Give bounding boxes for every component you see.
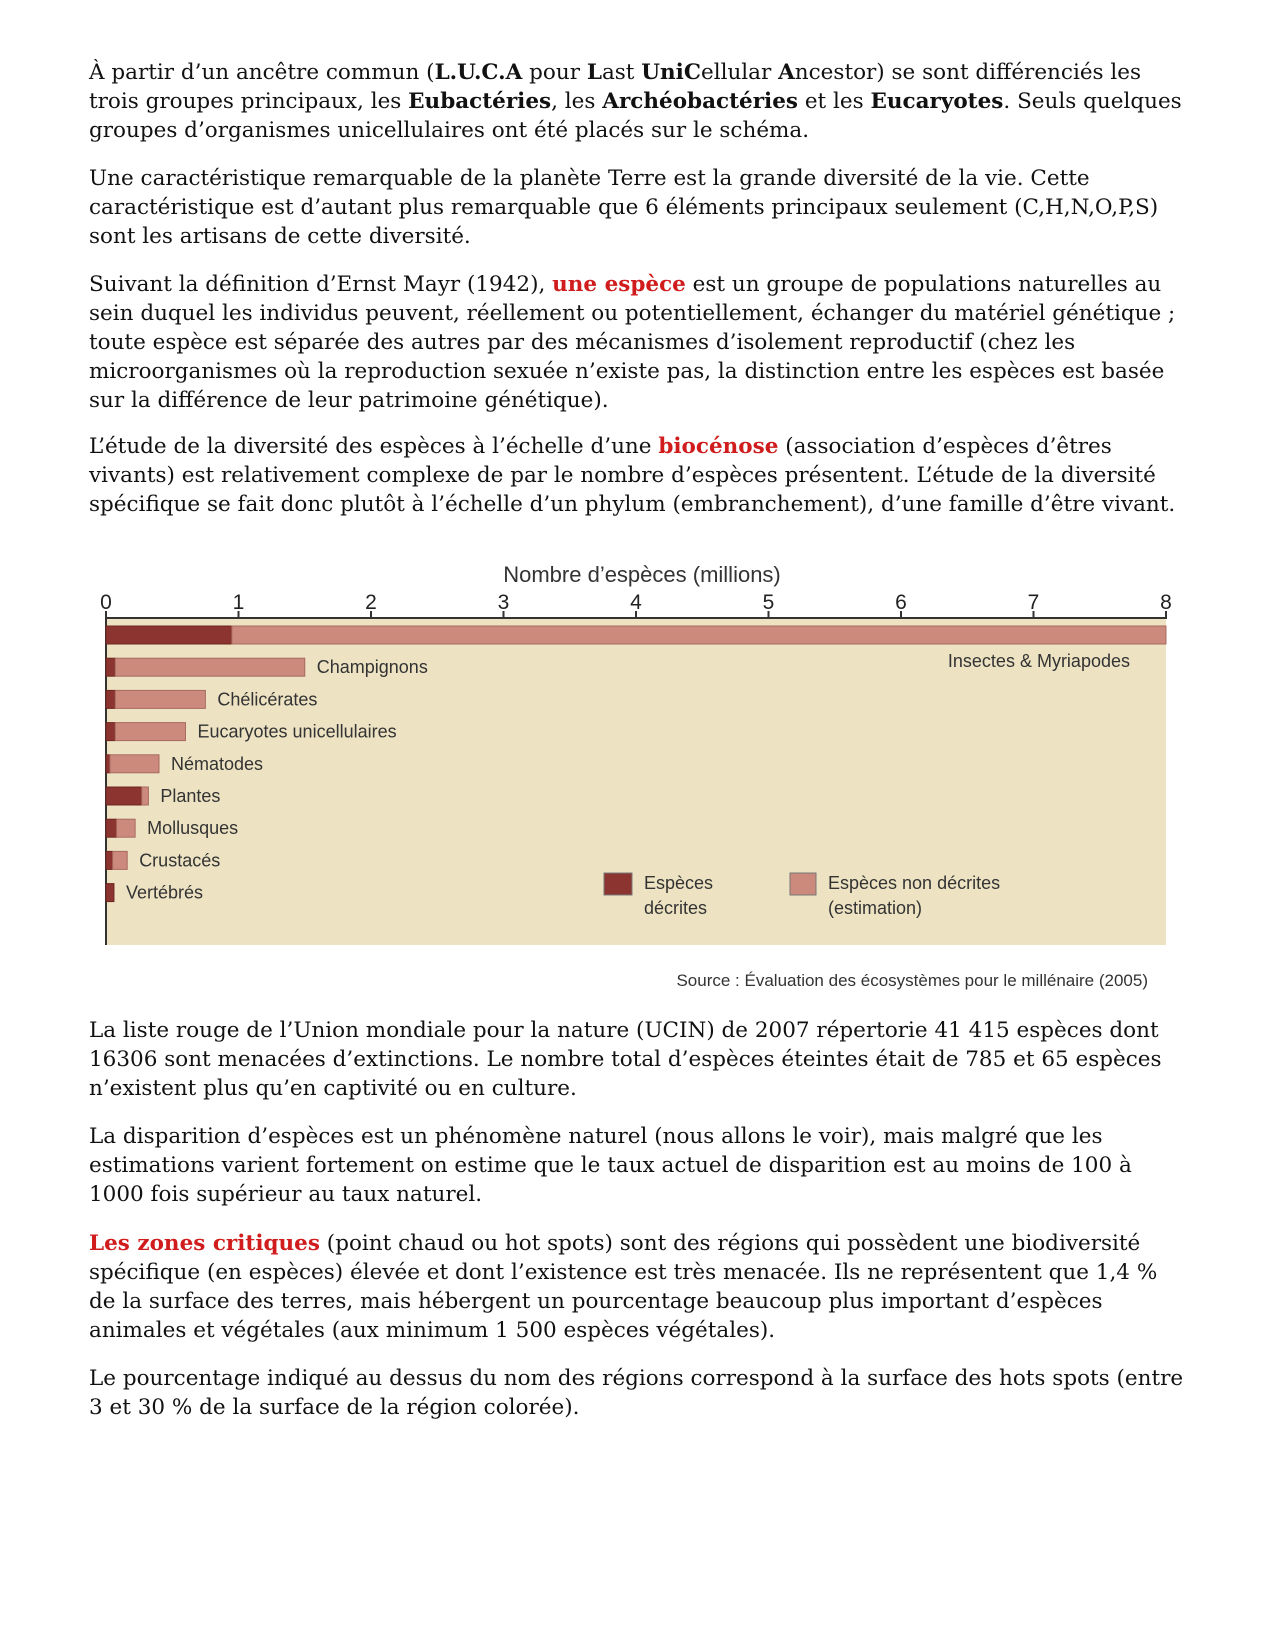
category-label: Eucaryotes unicellulaires bbox=[197, 721, 397, 742]
luca-term: L.U.C.A bbox=[434, 60, 523, 85]
legend-label-described-1: Espèces bbox=[644, 873, 714, 893]
archeobacteries-term: Archéobactéries bbox=[602, 89, 798, 114]
x-tick-label: 8 bbox=[1160, 591, 1172, 614]
text-segment: (association d’espèces d’êtres vivants) est relativement complexe de par le nombre d’espèces présentent. L’étude de la diversité spécifique se fait donc plutôt à l’échelle d’un phylum (embranchement), d’une famille d’être vivant. bbox=[89, 434, 1176, 517]
term-espece: une espèce bbox=[552, 272, 686, 297]
bar-undescribed bbox=[232, 626, 1166, 644]
text-segment: (point chaud ou hot spots) sont des régions qui possèdent une biodiversité spécifique (en espèces) élevée et dont l’existence est très menacée. Ils ne représentent que 1,4 % de la surface des terres, mais hébergent un pourcentage beaucoup plus important d’espèces animales et végétales (aux minimum 1 500 espèces végétales). bbox=[89, 1231, 1158, 1343]
paragraph-liste-rouge bbox=[89, 1016, 1189, 1103]
initial-a: A bbox=[778, 60, 795, 85]
initial-uni: Uni bbox=[641, 60, 684, 85]
paragraph-definition-espece bbox=[89, 270, 1189, 415]
initial-l: L bbox=[586, 60, 602, 85]
paragraph-text: Le pourcentage indiqué au dessus du nom des régions correspond à la surface des hots spots (entre 3 et 30 % de la surface de la région colorée). bbox=[89, 1366, 1184, 1420]
bar-described bbox=[106, 819, 117, 837]
legend-swatch-undescribed bbox=[790, 873, 816, 895]
text-segment: et les bbox=[797, 89, 871, 114]
species-bar-chart bbox=[92, 553, 1182, 998]
x-tick-label: 5 bbox=[762, 591, 775, 614]
x-tick-label: 7 bbox=[1027, 591, 1040, 614]
x-tick-label: 1 bbox=[232, 591, 245, 614]
paragraph-text: Une caractéristique remarquable de la planète Terre est la grande diversité de la vie. Cette caractéristique est d’autant plus remarquable que 6 éléments principaux seulement (C,H,N,O,P,S) sont les artisans de cette diversité. bbox=[89, 166, 1159, 249]
paragraph-pourcentage bbox=[89, 1364, 1189, 1422]
paragraph-text: La disparition d’espèces est un phénomène naturel (nous allons le voir), mais malgré que les estimations varient fortement on estime que le taux actuel de disparition est au moins de 100 à 1000 fois supérieur au taux naturel. bbox=[89, 1124, 1132, 1207]
category-label: Plantes bbox=[160, 786, 221, 806]
bar-undescribed bbox=[113, 851, 128, 869]
category-label: Vertébrés bbox=[125, 882, 203, 903]
paragraph-disparition bbox=[89, 1122, 1189, 1209]
bar-described bbox=[106, 755, 110, 773]
text-segment: ellular bbox=[700, 60, 779, 85]
text-segment: . Seuls quelques groupes d’organismes unicellulaires ont été placés sur le schéma. bbox=[89, 89, 1182, 143]
text-segment: ast bbox=[601, 60, 642, 85]
bar-described bbox=[106, 690, 115, 708]
legend-label-described-2: décrites bbox=[644, 898, 708, 918]
paragraph-zones-critiques bbox=[89, 1229, 1189, 1345]
x-tick-label: 6 bbox=[895, 591, 907, 614]
bar-described bbox=[106, 658, 115, 676]
term-zones-critiques: Les zones critiques bbox=[89, 1231, 320, 1256]
bar-described bbox=[106, 884, 114, 902]
category-label: Crustacés bbox=[139, 850, 221, 871]
category-label: Nématodes bbox=[171, 753, 264, 774]
bar-described bbox=[106, 626, 232, 644]
text-segment: ncestor) se sont différenciés les trois groupes principaux, les bbox=[89, 60, 1142, 114]
text-segment: Suivant la définition d’Ernst Mayr (1942), bbox=[89, 272, 553, 297]
x-tick-label: 0 bbox=[100, 591, 112, 614]
legend-label-undescribed-1: Espèces non décrites bbox=[828, 873, 1001, 893]
x-tick-label: 4 bbox=[630, 591, 642, 614]
legend-label-undescribed-2: (estimation) bbox=[828, 898, 923, 918]
paragraph-luca bbox=[89, 58, 1189, 145]
legend-swatch-described bbox=[604, 873, 632, 895]
bar-undescribed bbox=[115, 723, 185, 741]
category-label: Insectes & Myriapodes bbox=[947, 651, 1130, 671]
chart-title: Nombre d’espèces (millions) bbox=[503, 562, 781, 587]
category-label: Chélicérates bbox=[217, 689, 318, 710]
text-segment: L’étude de la diversité des espèces à l’échelle d’une bbox=[89, 434, 659, 459]
eucaryotes-term: Eucaryotes bbox=[870, 89, 1004, 114]
text-segment: À partir d’un ancêtre commun ( bbox=[89, 60, 435, 85]
category-label: Mollusques bbox=[147, 818, 239, 839]
paragraph-biocenose bbox=[89, 432, 1189, 519]
bar-described bbox=[106, 851, 113, 869]
text-segment: , les bbox=[551, 89, 603, 114]
chart-source: Source : Évaluation des écosystèmes pour le millénaire (2005) bbox=[676, 971, 1148, 990]
x-axis-ticks bbox=[100, 591, 1172, 619]
text-segment: est un groupe de populations naturelles au sein duquel les individus peuvent, réellement ou potentiellement, échanger du matériel génétique ; toute espèce est séparée des autres par des mécanismes d’isolement reproductif (chez les microorganismes où la reproduction sexuée n’existe pas, la distinction entre les espèces est basée sur la différence de leur patrimoine génétique). bbox=[89, 272, 1176, 413]
paragraph-text: La liste rouge de l’Union mondiale pour la nature (UCIN) de 2007 répertorie 41 415 espèces dont 16306 sont menacées d’extinctions. Le nombre total d’espèces éteintes était de 785 et 65 espèces n’existent plus qu’en captivité ou en culture. bbox=[89, 1018, 1162, 1101]
bar-undescribed bbox=[117, 819, 136, 837]
bar-undescribed bbox=[110, 755, 159, 773]
initial-c: C bbox=[683, 60, 701, 85]
bar-undescribed bbox=[115, 690, 205, 708]
bar-described bbox=[106, 723, 115, 741]
bar-undescribed bbox=[115, 658, 304, 676]
text-segment: pour bbox=[522, 60, 587, 85]
paragraph-diversite bbox=[89, 164, 1189, 251]
term-biocenose: biocénose bbox=[658, 434, 779, 459]
bar-described bbox=[106, 787, 142, 805]
category-label: Champignons bbox=[316, 657, 428, 678]
x-tick-label: 3 bbox=[497, 591, 510, 614]
eubacteries-term: Eubactéries bbox=[408, 89, 552, 114]
bar-undescribed bbox=[142, 787, 149, 805]
x-tick-label: 2 bbox=[365, 591, 377, 614]
